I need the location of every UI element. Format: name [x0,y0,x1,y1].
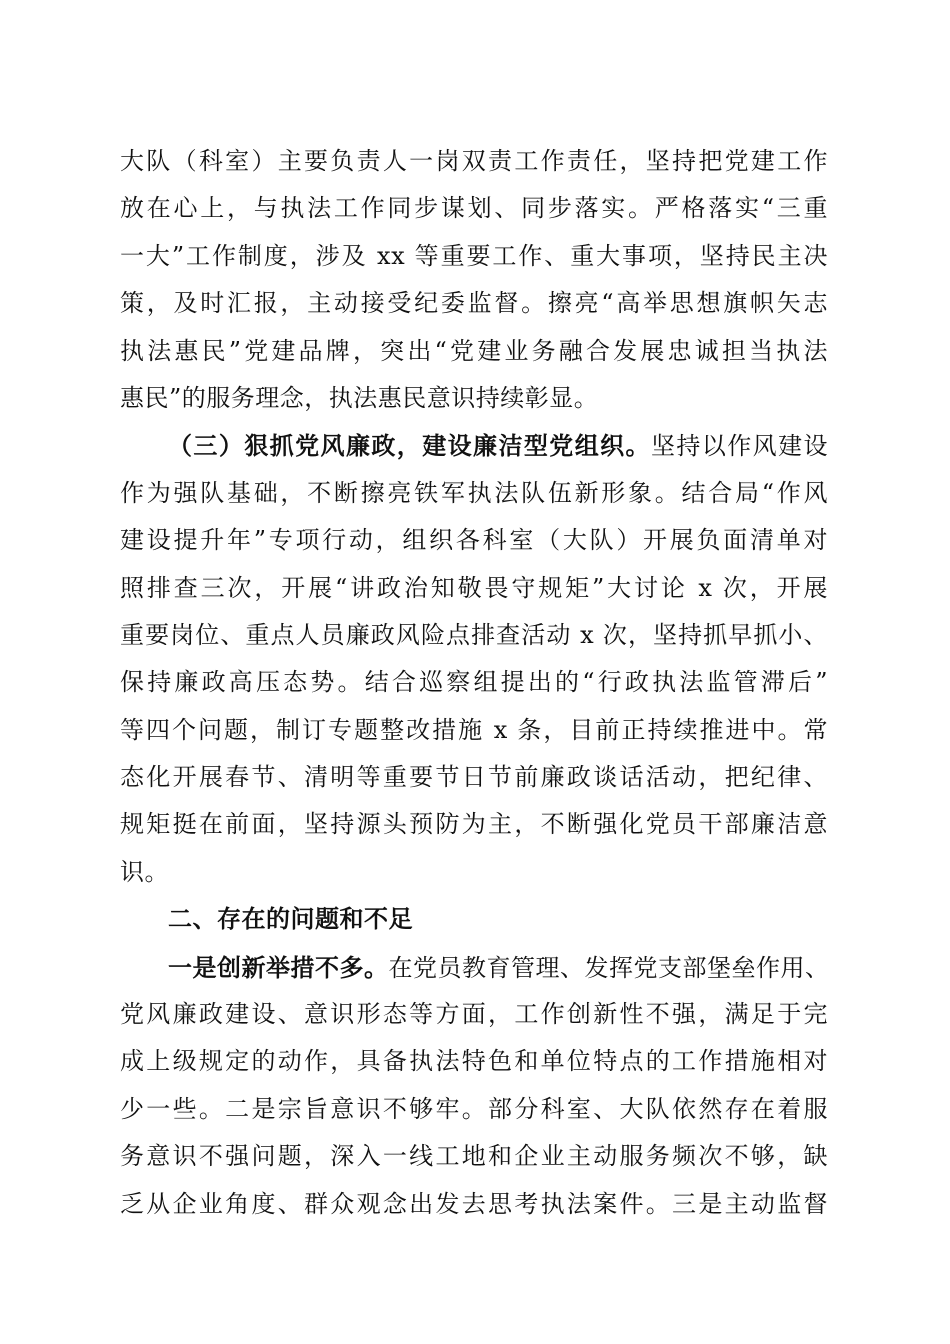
text-line: 重要岗位、重点人员廉政风险点排查活动 x 次，坚持抓早抓小、 [120,620,828,649]
text-line: 识。 [120,857,169,886]
paragraph-2 [120,422,828,896]
text-line: 等四个问题，制订专题整改措施 x 条，目前正持续推进中。常 [120,715,828,744]
paragraph-lead-rest: 坚持以作风建设 [650,432,829,461]
text-line: 党风廉政建设、意识形态等方面，工作创新性不强，满足于完 [120,1000,828,1029]
text-line: 大队（科室）主要负责人一岗双责工作责任，坚持把党建工作 [120,147,828,175]
text-line: 执法惠民”党建品牌，突出“党建业务融合发展忠诚担当执法 [120,336,828,365]
text-line: 乏从企业角度、群众观念出发去思考执法案件。三是主动监督 [120,1189,828,1218]
section-heading: 二、存在的问题和不足 [168,905,413,934]
text-line: 保持廉政高压态势。结合巡察组提出的“行政执法监管滞后” [120,668,828,697]
document-page [120,138,828,1228]
text-line: 态化开展春节、清明等重要节日节前廉政谈话活动，把纪律、 [120,763,828,792]
paragraph-3 [120,944,828,1228]
text-line: 作为强队基础，不断擦亮铁军执法队伍新形象。结合局“作风 [120,478,828,507]
text-line: 策，及时汇报，主动接受纪委监督。擦亮“高举思想旗帜矢志 [120,289,828,318]
text-line: 放在心上，与执法工作同步谋划、同步落实。严格落实“三重 [120,194,828,223]
text-line: 建设提升年”专项行动，组织各科室（大队）开展负面清单对 [120,526,828,555]
text-line: 少一些。二是宗旨意识不够牢。部分科室、大队依然存在着服 [120,1094,828,1123]
paragraph-lead-bold: 一是创新举措不多。 [168,952,389,982]
text-line: 照排查三次，开展“讲政治知敬畏守规矩”大讨论 x 次，开展 [120,573,828,602]
text-line: 成上级规定的动作，具备执法特色和单位特点的工作措施相对 [120,1047,828,1076]
paragraph-lead-rest: 在党员教育管理、发挥党支部堡垒作用、 [388,953,830,982]
paragraph-1 [120,138,828,422]
text-line: 务意识不强问题，深入一线工地和企业主动服务频次不够，缺 [120,1142,828,1171]
text-line: 一大”工作制度，涉及 xx 等重要工作、重大事项，坚持民主决 [120,241,828,270]
text-line [120,422,828,469]
text-line: 惠民”的服务理念，执法惠民意识持续彰显。 [120,383,599,412]
text-line [120,944,828,991]
text-line: 规矩挺在前面，坚持源头预防为主，不断强化党员干部廉洁意 [120,810,828,839]
paragraph-lead-bold: （三）狠抓党风廉政，建设廉洁型党组织。 [168,431,651,461]
